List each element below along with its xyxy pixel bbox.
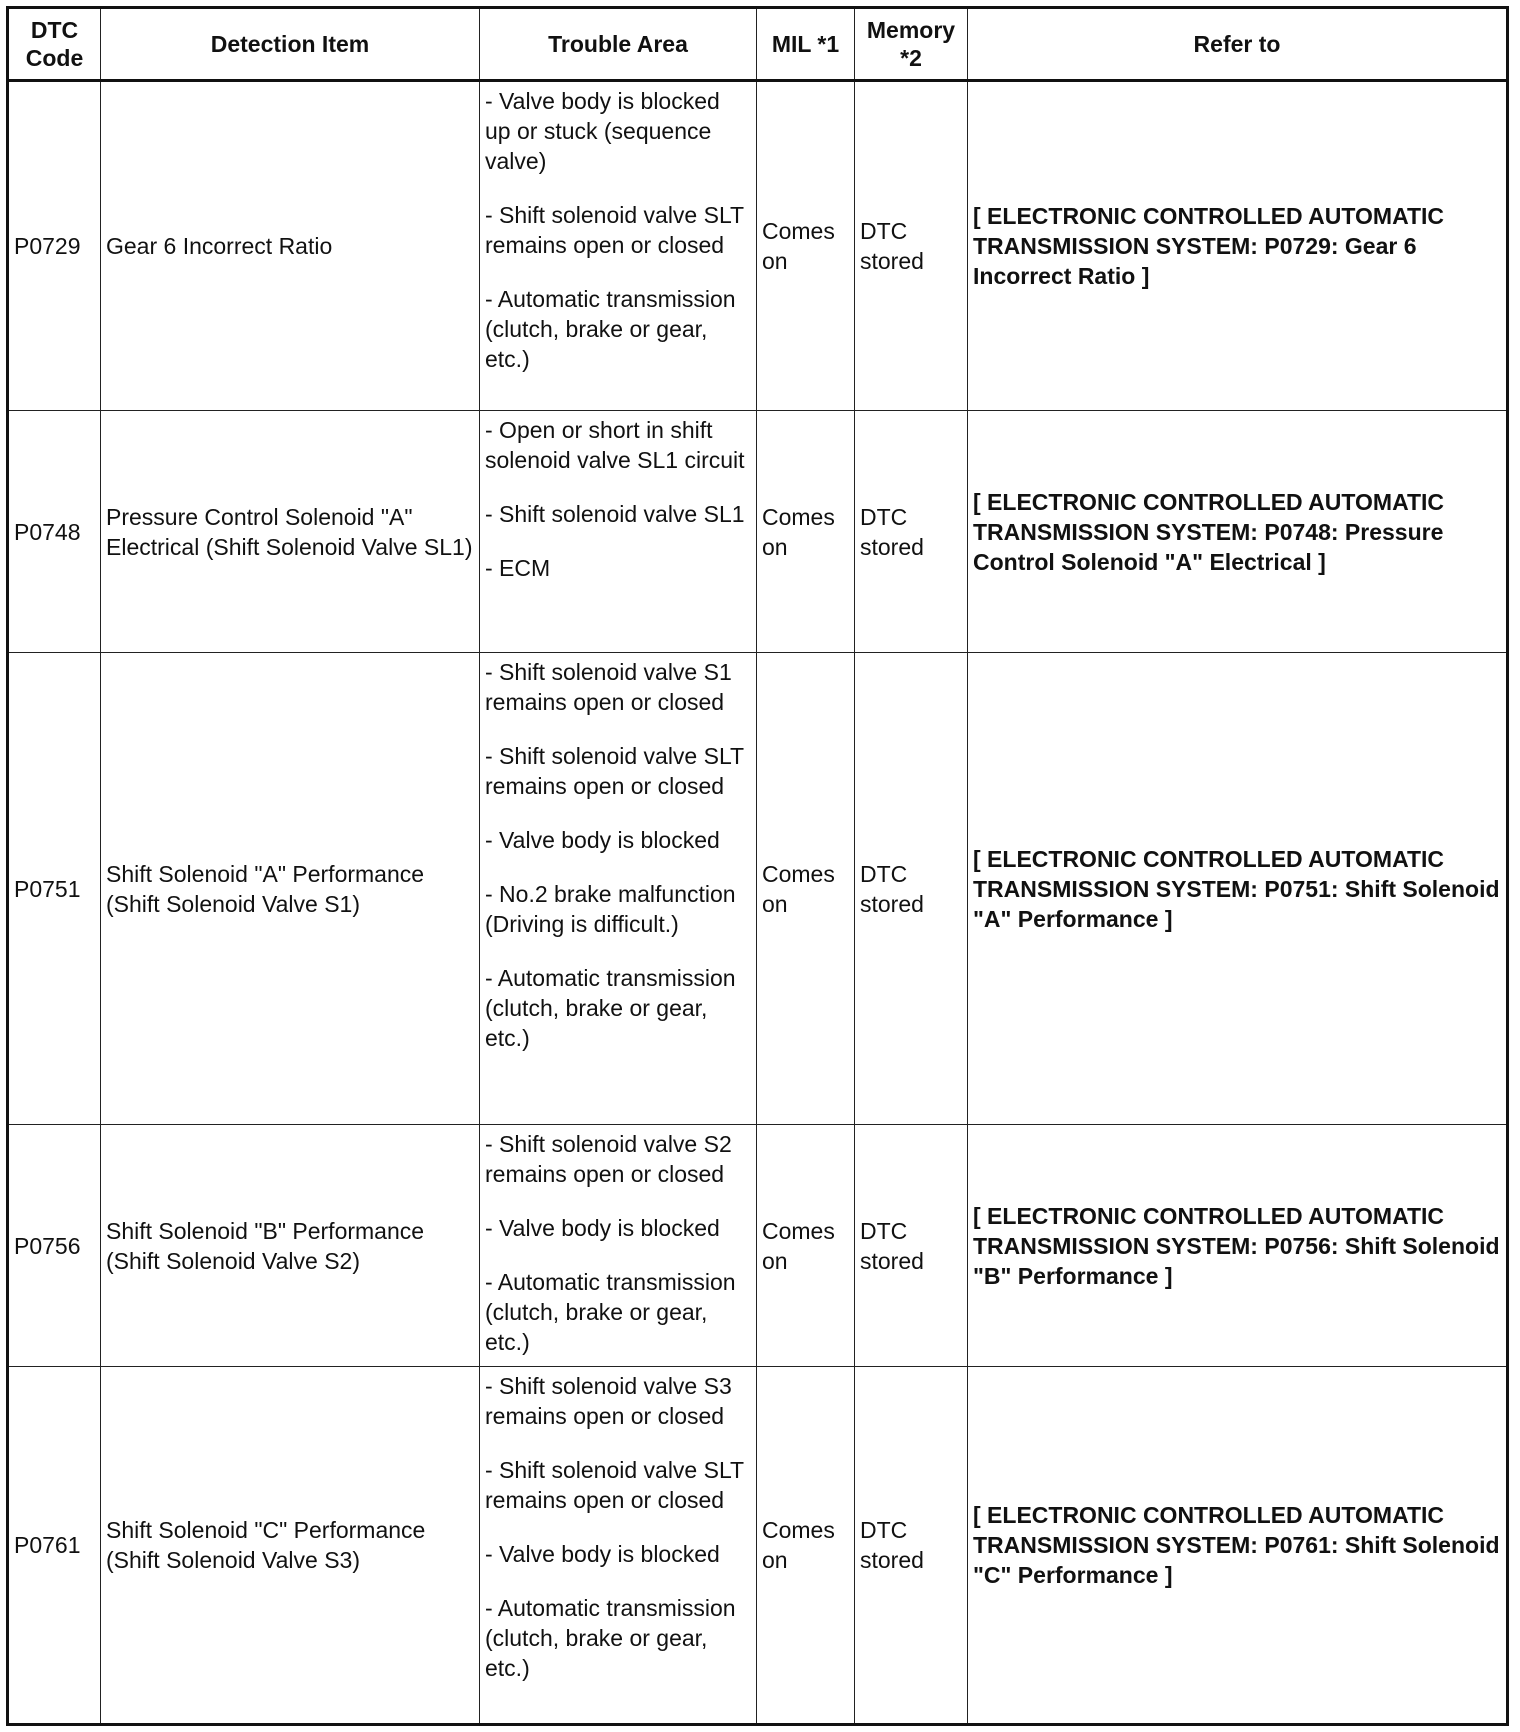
mil-cell: Comes on — [757, 653, 855, 1125]
memory-cell: DTC stored — [855, 653, 968, 1125]
trouble-item: - Valve body is blocked up or stuck (sequence valve) — [485, 88, 720, 174]
header-trouble-area: Trouble Area — [480, 8, 757, 81]
refer-to-cell: [ ELECTRONIC CONTROLLED AUTOMATIC TRANSMISSION SYSTEM: P0751: Shift Solenoid "A" Performance ] — [968, 653, 1508, 1125]
trouble-item: - Valve body is blocked — [485, 1541, 720, 1567]
refer-to-cell: [ ELECTRONIC CONTROLLED AUTOMATIC TRANSMISSION SYSTEM: P0756: Shift Solenoid "B" Performance ] — [968, 1125, 1508, 1367]
mil-cell: Comes on — [757, 411, 855, 653]
trouble-item: - Automatic transmission (clutch, brake or gear, etc.) — [485, 965, 736, 1051]
dtc-code-cell: P0729 — [8, 81, 101, 411]
trouble-area-cell — [480, 81, 757, 411]
header-detection-item: Detection Item — [101, 8, 480, 81]
trouble-area-cell — [480, 653, 757, 1125]
dtc-table-container — [6, 6, 1506, 1726]
trouble-area-cell — [480, 1367, 757, 1725]
mil-cell: Comes on — [757, 1125, 855, 1367]
header-dtc-code: DTC Code — [8, 8, 101, 81]
dtc-table — [6, 6, 1509, 1726]
table-row — [8, 1125, 1508, 1367]
trouble-item: - Valve body is blocked — [485, 1215, 720, 1241]
detection-item-cell: Shift Solenoid "C" Performance (Shift Solenoid Valve S3) — [101, 1367, 480, 1725]
table-row — [8, 81, 1508, 411]
header-refer-to: Refer to — [968, 8, 1508, 81]
header-memory: Memory *2 — [855, 8, 968, 81]
dtc-code-cell: P0756 — [8, 1125, 101, 1367]
memory-cell: DTC stored — [855, 81, 968, 411]
table-row — [8, 411, 1508, 653]
trouble-area-cell — [480, 1125, 757, 1367]
trouble-item: - Shift solenoid valve S1 remains open or closed — [485, 659, 732, 715]
trouble-area-cell — [480, 411, 757, 653]
detection-item-cell: Shift Solenoid "B" Performance (Shift Solenoid Valve S2) — [101, 1125, 480, 1367]
refer-to-cell: [ ELECTRONIC CONTROLLED AUTOMATIC TRANSMISSION SYSTEM: P0729: Gear 6 Incorrect Ratio ] — [968, 81, 1508, 411]
trouble-item: - Automatic transmission (clutch, brake or gear, etc.) — [485, 1269, 736, 1355]
refer-to-cell: [ ELECTRONIC CONTROLLED AUTOMATIC TRANSMISSION SYSTEM: P0748: Pressure Control Solenoid "A" Electrical ] — [968, 411, 1508, 653]
trouble-item: - Shift solenoid valve SLT remains open or closed — [485, 202, 744, 258]
table-body — [8, 81, 1508, 1725]
table-row — [8, 1367, 1508, 1725]
header-row — [8, 8, 1508, 81]
detection-item-cell: Pressure Control Solenoid "A" Electrical (Shift Solenoid Valve SL1) — [101, 411, 480, 653]
header-mil: MIL *1 — [757, 8, 855, 81]
refer-to-cell: [ ELECTRONIC CONTROLLED AUTOMATIC TRANSMISSION SYSTEM: P0761: Shift Solenoid "C" Performance ] — [968, 1367, 1508, 1725]
table-row — [8, 653, 1508, 1125]
trouble-item: - Shift solenoid valve SLT remains open or closed — [485, 743, 744, 799]
trouble-item: - Automatic transmission (clutch, brake or gear, etc.) — [485, 286, 736, 372]
trouble-item: - Shift solenoid valve SLT remains open or closed — [485, 1457, 744, 1513]
memory-cell: DTC stored — [855, 1125, 968, 1367]
detection-item-cell: Shift Solenoid "A" Performance (Shift Solenoid Valve S1) — [101, 653, 480, 1125]
trouble-item: - Shift solenoid valve SL1 — [485, 501, 745, 527]
mil-cell: Comes on — [757, 81, 855, 411]
trouble-item: - Shift solenoid valve S3 remains open or closed — [485, 1373, 732, 1429]
dtc-code-cell: P0748 — [8, 411, 101, 653]
memory-cell: DTC stored — [855, 1367, 968, 1725]
trouble-item: - ECM — [485, 555, 551, 581]
trouble-item: - No.2 brake malfunction (Driving is difficult.) — [485, 881, 736, 937]
detection-item-cell: Gear 6 Incorrect Ratio — [101, 81, 480, 411]
trouble-item: - Valve body is blocked — [485, 827, 720, 853]
trouble-item: - Automatic transmission (clutch, brake or gear, etc.) — [485, 1595, 736, 1681]
trouble-item: - Open or short in shift solenoid valve SL1 circuit — [485, 417, 745, 473]
table-header — [8, 8, 1508, 81]
dtc-code-cell: P0761 — [8, 1367, 101, 1725]
mil-cell: Comes on — [757, 1367, 855, 1725]
memory-cell: DTC stored — [855, 411, 968, 653]
dtc-code-cell: P0751 — [8, 653, 101, 1125]
trouble-item: - Shift solenoid valve S2 remains open or closed — [485, 1131, 732, 1187]
